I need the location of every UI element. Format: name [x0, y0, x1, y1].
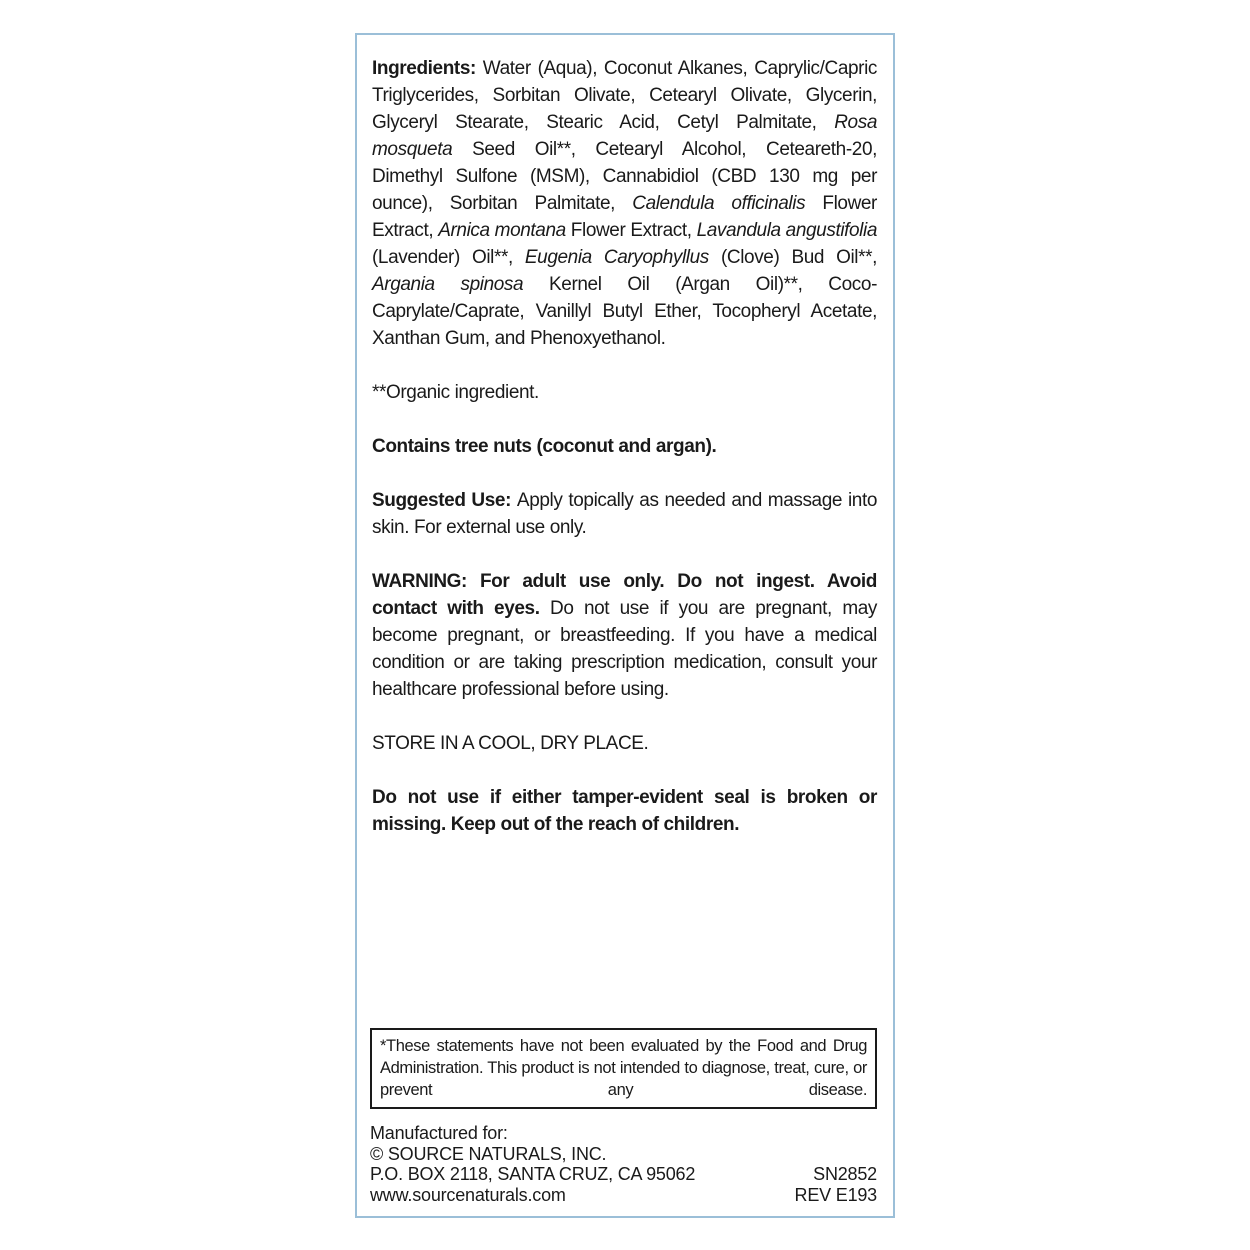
manufacturer-website: www.sourcenaturals.com: [370, 1184, 566, 1205]
ingredients-segment: (Lavender) Oil**,: [372, 247, 525, 268]
organic-ingredient-note: **Organic ingredient.: [372, 382, 539, 403]
ingredients-segment: Flower Extract,: [372, 193, 877, 241]
tree-nuts-allergen-note: Contains tree nuts (coconut and argan).: [372, 436, 717, 457]
ingredients-segment-latin: Calendula officinalis: [632, 193, 806, 214]
ingredients-segment-latin: Rosa mosqueta: [372, 112, 877, 160]
product-code-block: [795, 1164, 877, 1205]
warning-lead-label: WARNING: For adult use only. Do not ingest. Avoid contact with eyes.: [372, 571, 877, 619]
manufacturer-name: © SOURCE NATURALS, INC.: [370, 1143, 607, 1164]
ingredients-lead-label: Ingredients:: [372, 58, 483, 79]
ingredients-segment-latin: Argania spinosa: [372, 274, 524, 295]
product-label-panel: [355, 33, 895, 1218]
ingredients-segment: Water (Aqua), Coconut Alkanes, Caprylic/Capric Triglycerides, Sorbitan Olivate, Cetearyl Olivate, Glycerin, Glyceryl Stearate, Stearic Acid, Cetyl Palmitate,: [372, 58, 878, 133]
manufactured-for-label: Manufactured for:: [370, 1123, 508, 1143]
ingredients-segment-latin: Lavandula angustifolia: [696, 220, 877, 241]
ingredients-paragraph: [372, 55, 877, 352]
warning-body: Do not use if you are pregnant, may become pregnant, or breastfeeding. If you have a medical condition or are taking prescription medication, consult your healthcare professional before using.: [372, 598, 878, 700]
ingredients-segment: Seed Oil**, Cetearyl Alcohol, Ceteareth-20, Dimethyl Sulfone (MSM), Cannabidiol (CBD 130 mg per ounce), Sorbitan Palmitate,: [372, 139, 877, 214]
manufacturer-address: P.O. BOX 2118, SANTA CRUZ, CA 95062: [370, 1164, 696, 1184]
tamper-evident-warning: Do not use if either tamper-evident seal is broken or missing. Keep out of the reach of children.: [372, 787, 877, 835]
ingredients-segment: (Clove) Bud Oil**,: [708, 247, 877, 268]
sku-number: SN2852: [813, 1164, 877, 1184]
fda-disclaimer-box: *These statements have not been evaluated by the Food and Drug Administration. This product is not intended to diagnose, treat, cure, or prevent any disease.: [370, 1028, 877, 1109]
manufacturer-block: [370, 1123, 877, 1205]
suggested-use-paragraph: [372, 487, 877, 541]
storage-note: STORE IN A COOL, DRY PLACE.: [372, 733, 649, 754]
ingredients-segment: Flower Extract,: [565, 220, 697, 241]
suggested-use-lead-label: Suggested Use:: [372, 490, 517, 511]
revision-number: REV E193: [794, 1184, 877, 1205]
suggested-use-body: Apply topically as needed and massage into skin. For external use only.: [372, 490, 877, 538]
ingredients-segment: Kernel Oil (Argan Oil)**, Coco-Caprylate/Caprate, Vanillyl Butyl Ether, Tocopheryl Acetate, Xanthan Gum, and Phenoxyethanol.: [372, 274, 877, 349]
ingredients-segment-latin: Arnica montana: [438, 220, 566, 241]
warning-paragraph: [372, 568, 877, 703]
ingredients-segment-latin: Eugenia Caryophyllus: [524, 247, 709, 268]
